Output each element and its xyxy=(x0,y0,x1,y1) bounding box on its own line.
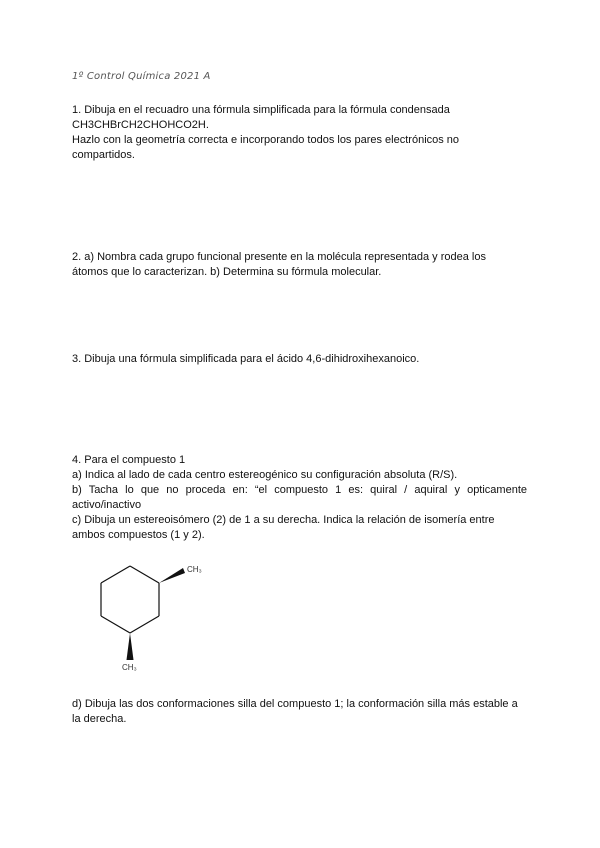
methyl-label-bottom: CH₃ xyxy=(122,663,137,672)
q2-line-2: átomos que lo caracterizan. b) Determina su fórmula molecular. xyxy=(72,266,382,278)
q4-part-c-cont: ambos compuestos (1 y 2). xyxy=(72,529,205,541)
q1-formula: CH3CHBrCH2CHOHCO2H. xyxy=(72,119,209,131)
q4-part-b: b) Tacha lo que no proceda en: “el compuesto 1 es: quiral / aquiral y opticamente activo/inactivo xyxy=(72,484,527,511)
q2-line-1: 2. a) Nombra cada grupo funcional presente en la molécula representada y rodea los xyxy=(72,251,486,263)
dimethylcyclohexane-structure xyxy=(84,556,224,681)
methyl-label-top: CH₃ xyxy=(187,565,202,574)
document-header: 1º Control Química 2021 A xyxy=(72,71,211,82)
question-1 xyxy=(72,103,527,163)
q3-line-1: 3. Dibuja una fórmula simplificada para el ácido 4,6-dihidroxihexanoico. xyxy=(72,353,420,365)
q4-part-c: c) Dibuja un estereoisómero (2) de 1 a su derecha. Indica la relación de isomería entre xyxy=(72,514,495,526)
q1-line-4: compartidos. xyxy=(72,149,135,161)
q4-part-d-cont: la derecha. xyxy=(72,713,127,725)
question-4 xyxy=(72,453,527,543)
q1-line-1: 1. Dibuja en el recuadro una fórmula simplificada para la fórmula condensada xyxy=(72,104,450,116)
cyclohexane-ring xyxy=(101,566,159,633)
q4-intro: 4. Para el compuesto 1 xyxy=(72,454,186,466)
q4-part-d: d) Dibuja las dos conformaciones silla del compuesto 1; la conformación silla más estable a xyxy=(72,698,518,710)
question-3 xyxy=(72,352,527,367)
wedge-bond-bottom xyxy=(127,633,134,660)
q1-line-3: Hazlo con la geometría correcta e incorporando todos los pares electrónicos no xyxy=(72,134,460,146)
question-2 xyxy=(72,250,527,280)
wedge-bond-top xyxy=(159,568,185,583)
q4-part-a: a) Indica al lado de cada centro estereogénico su configuración absoluta (R/S). xyxy=(72,469,458,481)
question-4-d xyxy=(72,697,527,727)
